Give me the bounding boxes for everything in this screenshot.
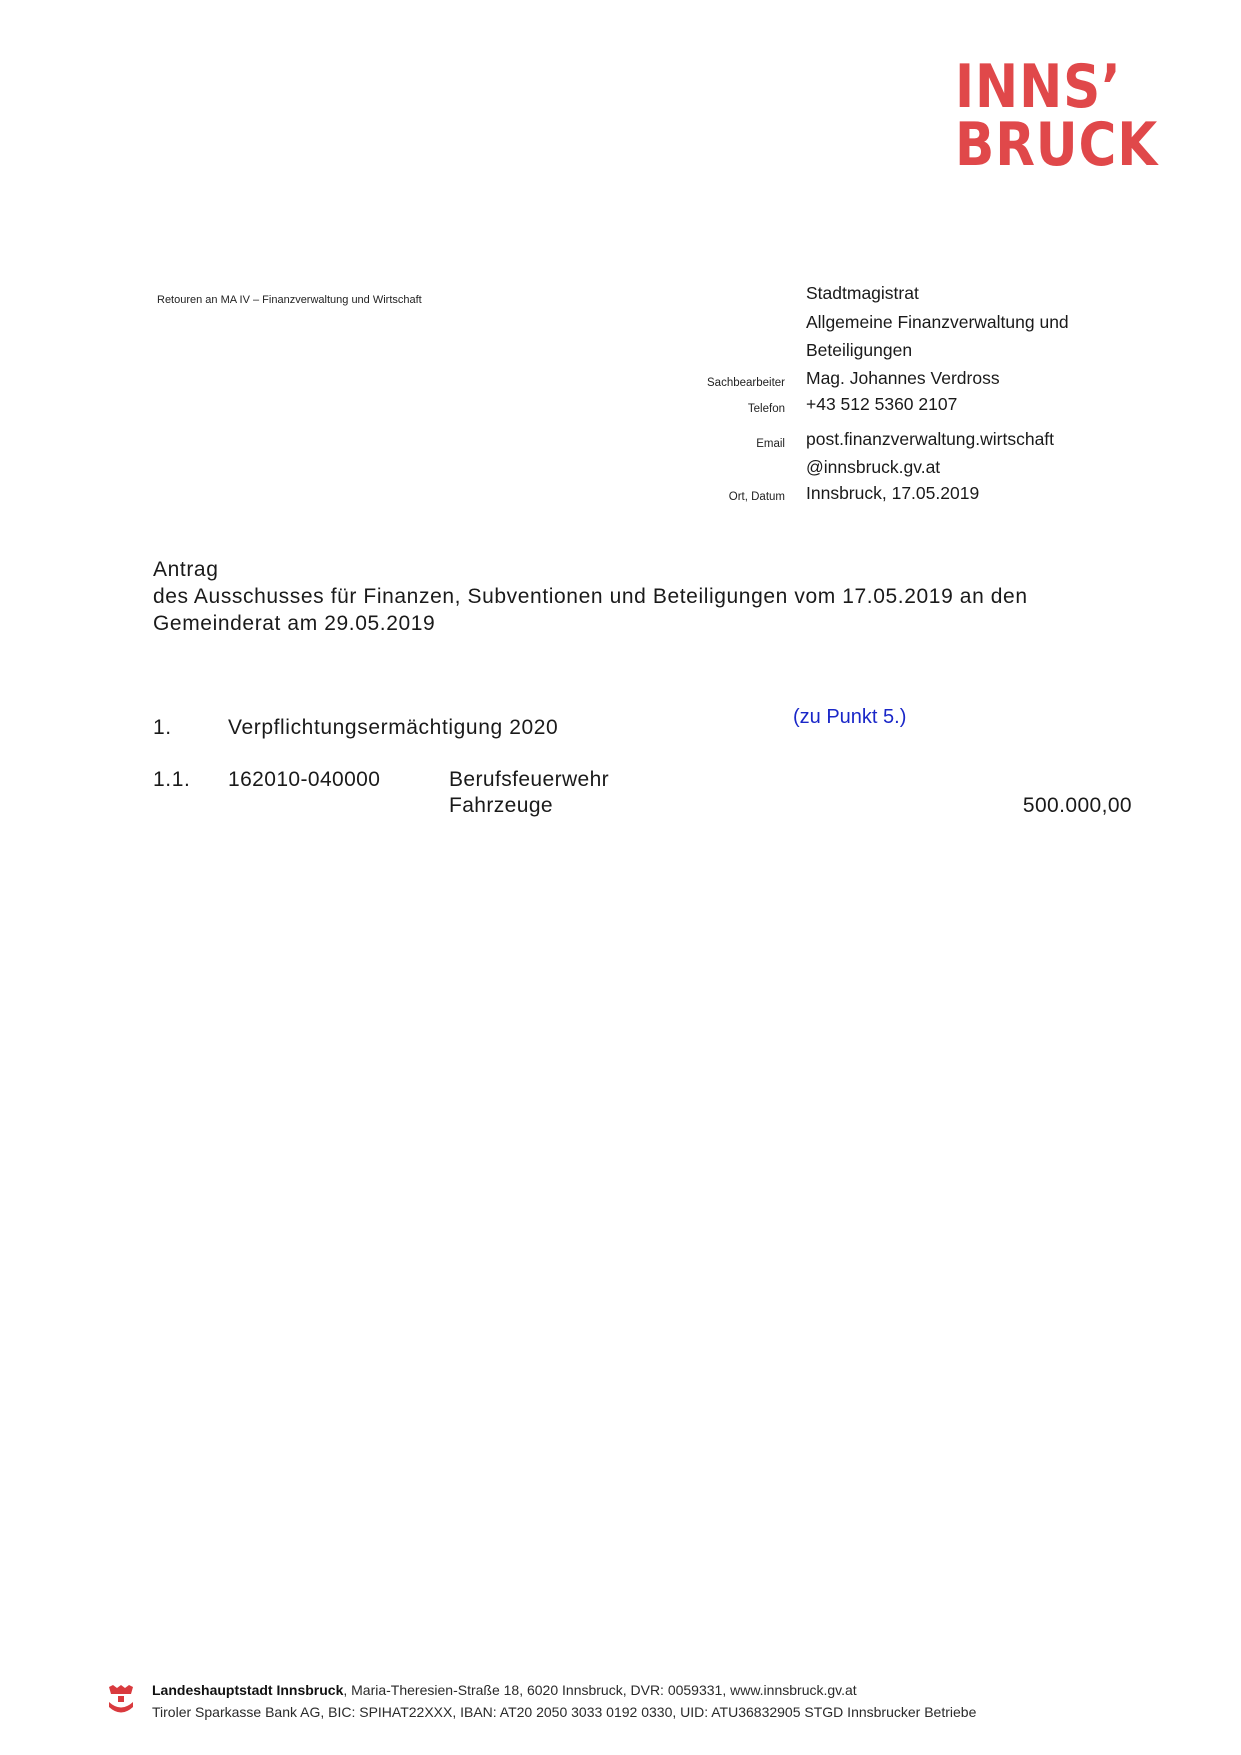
email-label: Email <box>756 438 785 450</box>
footer-line-2: Tiroler Sparkasse Bank AG, BIC: SPIHAT22XXX, IBAN: AT20 2050 3033 0192 0330, UID: ATU36832905 STGD Innsbrucker Betriebe <box>152 1704 977 1720</box>
reference-note: (zu Punkt 5.) <box>793 706 907 728</box>
title-line-2: des Ausschusses für Finanzen, Subventionen und Beteiligungen vom 17.05.2019 an den <box>153 585 1028 608</box>
email-value-line-1: post.finanzverwaltung.wirtschaft <box>806 429 1055 449</box>
footer-line-1 <box>152 1679 976 1701</box>
return-address-line: Retouren an MA IV – Finanzverwaltung und Wirtschaft <box>157 294 422 306</box>
footer-org-name: Landeshauptstadt Innsbruck <box>152 1682 344 1698</box>
item-number: 1.1. <box>153 768 191 791</box>
date-label: Ort, Datum <box>728 491 785 503</box>
email-value-line-2: @innsbruck.gv.at <box>806 457 941 477</box>
date-value: Innsbruck, 17.05.2019 <box>806 483 980 503</box>
title-line-3: Gemeinderat am 29.05.2019 <box>153 612 436 635</box>
office-line-1: Stadtmagistrat <box>806 283 919 303</box>
office-line-3: Beteiligungen <box>806 340 913 360</box>
phone-label: Telefon <box>747 403 785 415</box>
innsbruck-logo <box>955 52 1161 180</box>
footer-address: , Maria-Theresien-Straße 18, 6020 Innsbruck, DVR: 0059331, www.innsbruck.gv.at <box>343 1682 857 1698</box>
footer <box>152 1679 976 1723</box>
city-crest-icon <box>107 1683 135 1717</box>
clerk-value: Mag. Johannes Verdross <box>806 368 1000 388</box>
title-line-1: Antrag <box>153 558 219 581</box>
clerk-label: Sachbearbeiter <box>707 377 785 389</box>
item-description-line-2: Fahrzeuge <box>449 794 553 817</box>
office-line-2: Allgemeine Finanzverwaltung und <box>806 312 1069 332</box>
logo-line-1: INNS’ <box>955 52 1122 122</box>
item-amount: 500.000,00 <box>1022 794 1132 817</box>
logo-line-2: BRUCK <box>955 110 1159 180</box>
section-heading: Verpflichtungsermächtigung 2020 <box>228 716 559 739</box>
document-title <box>153 556 1028 637</box>
phone-value: +43 512 5360 2107 <box>806 394 958 414</box>
section-number: 1. <box>153 716 172 739</box>
account-number: 162010-040000 <box>228 768 381 791</box>
item-description-line-1: Berufsfeuerwehr <box>449 768 610 791</box>
